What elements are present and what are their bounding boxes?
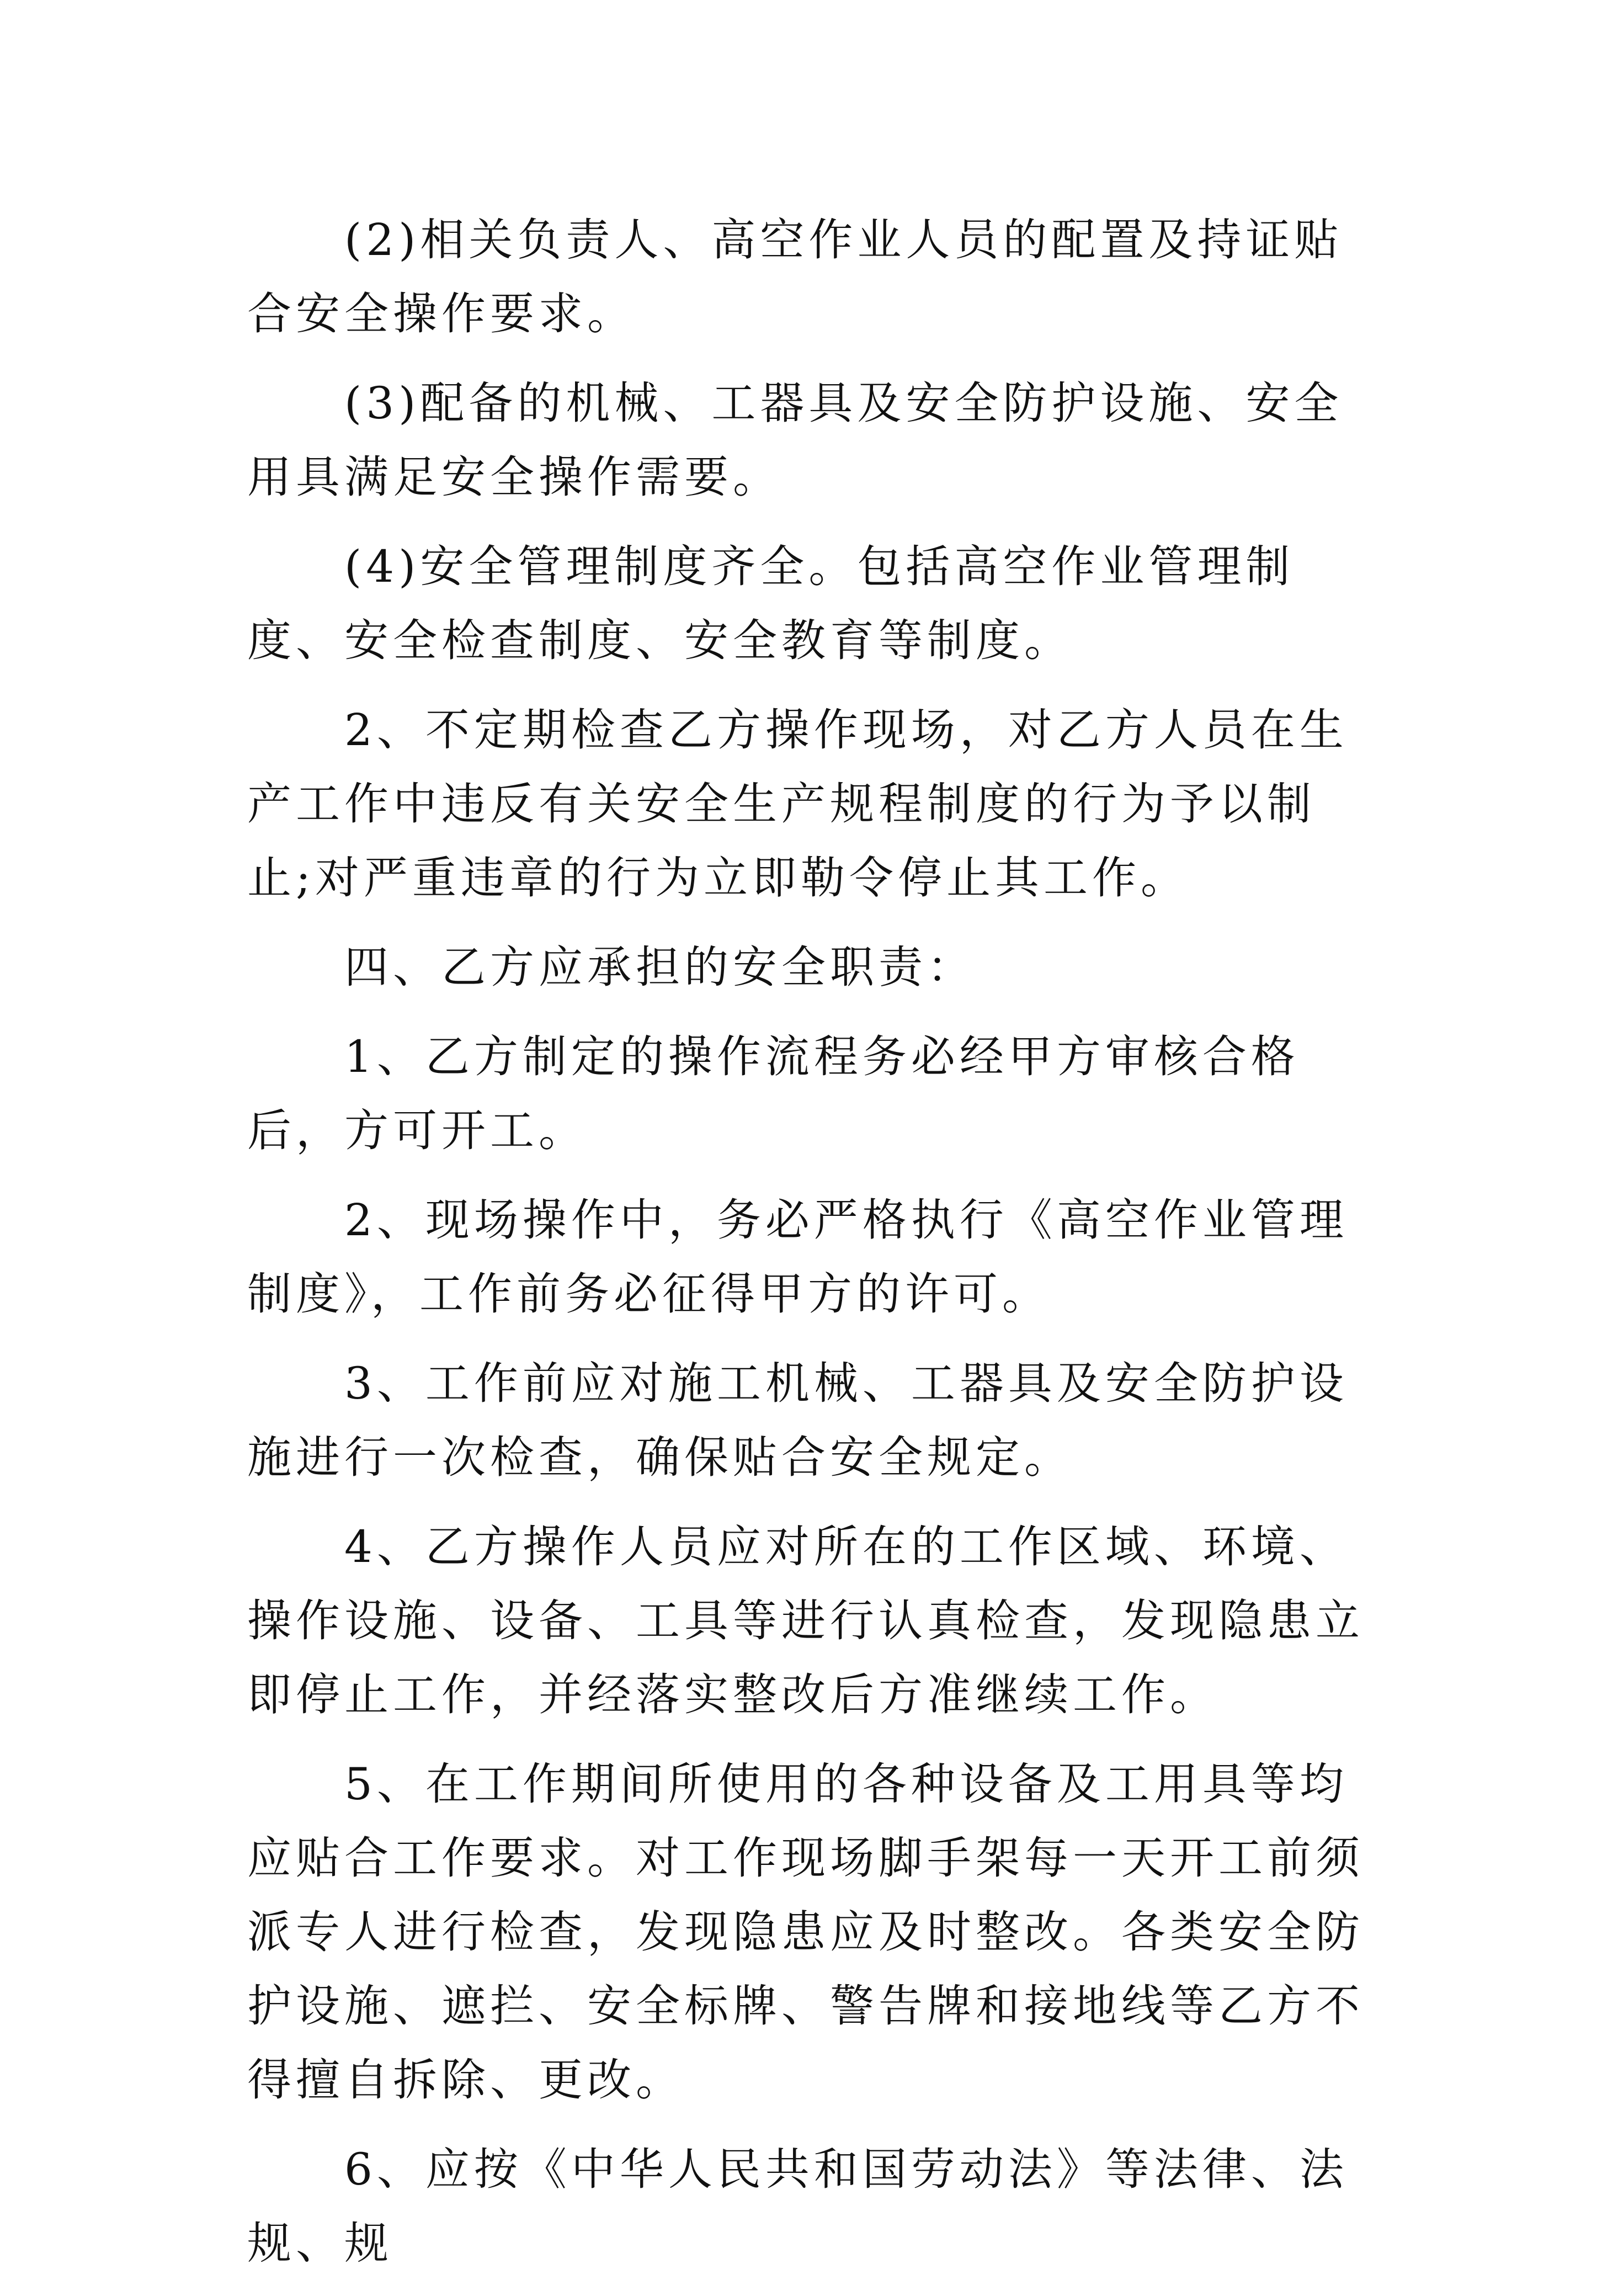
duty-item-1: 1、乙方制定的操作流程务必经甲方审核合格后，方可开工。 bbox=[247, 1031, 1300, 1156]
paragraph-2-personnel: (2)相关负责人、高空作业人员的配置及持证贴合安全操作要求。 bbox=[247, 214, 1343, 339]
paragraph-3-equipment: (3)配备的机械、工器具及安全防护设施、安全用具满足安全操作需要。 bbox=[247, 378, 1343, 503]
paragraph-4-management-system: (4)安全管理制度齐全。包括高空作业管理制度、安全检查制度、安全教育等制度。 bbox=[247, 541, 1295, 666]
section-heading-party-b-duties: 四、乙方应承担的安全职责： bbox=[344, 942, 976, 993]
duty-item-6: 6、应按《中华人民共和国劳动法》等法律、法规、规 bbox=[247, 2144, 1348, 2269]
duty-item-5: 5、在工作期间所使用的各种设备及工用具等均应贴合工作要求。对工作现场脚手架每一天开工前须派专人进行检查，发现隐患应及时整改。各类安全防护设施、遮拦、安全标牌、警告牌和接地线等乙方不得擅自拆除、更改。 bbox=[247, 1758, 1364, 2106]
document-body bbox=[247, 203, 1364, 2296]
duty-item-2: 2、现场操作中，务必严格执行《高空作业管理制度》，工作前务必征得甲方的许可。 bbox=[247, 1194, 1348, 1320]
duty-item-4: 4、乙方操作人员应对所在的工作区域、环境、操作设施、设备、工具等进行认真检查，发现隐患立即停止工作，并经落实整改后方准继续工作。 bbox=[247, 1521, 1364, 1720]
duty-item-3: 3、工作前应对施工机械、工器具及安全防护设施进行一次检查，确保贴合安全规定。 bbox=[247, 1358, 1348, 1483]
paragraph-site-inspection: 2、不定期检查乙方操作现场，对乙方人员在生产工作中违反有关安全生产规程制度的行为予以制止;对严重违章的行为立即勒令停止其工作。 bbox=[247, 704, 1348, 903]
